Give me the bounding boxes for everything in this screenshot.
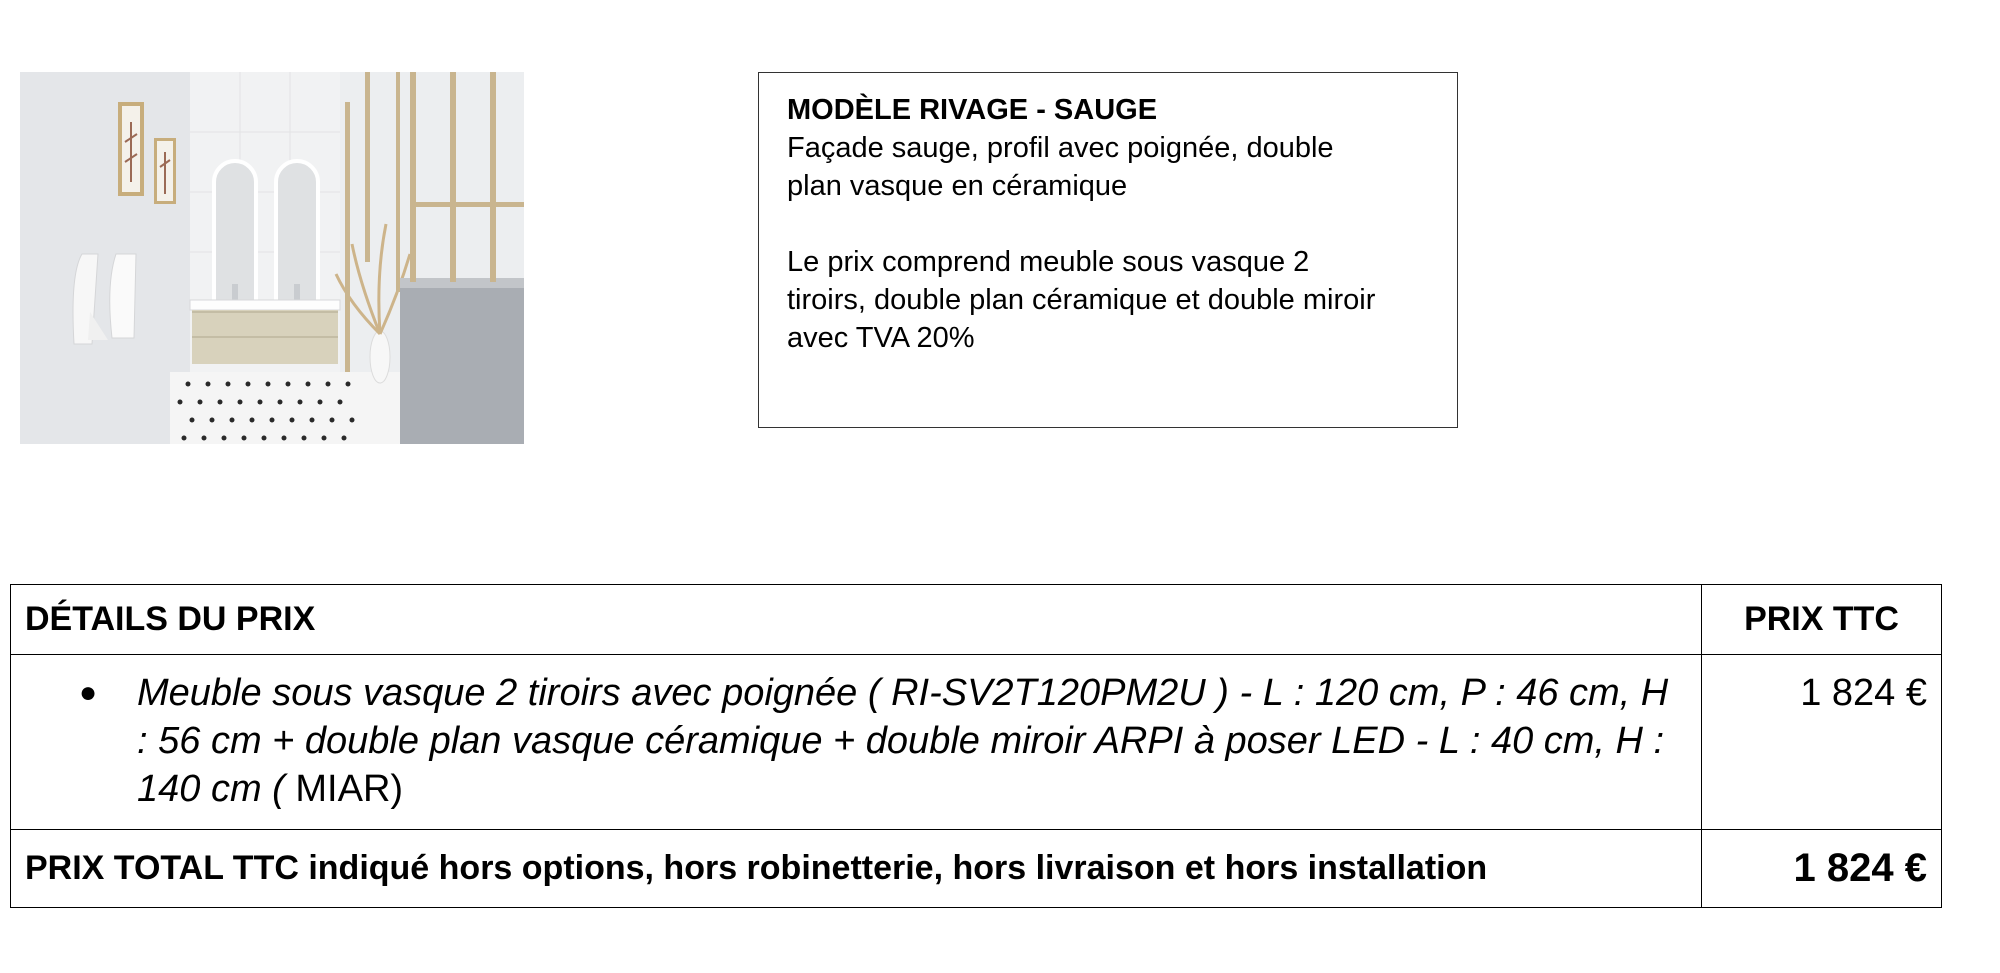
total-label: PRIX TOTAL TTC indiqué hors options, hors robinetterie, hors livraison et hors installation (11, 830, 1702, 908)
price-note-line: tiroirs, double plan céramique et double miroir (787, 284, 1376, 316)
price-note-line: avec TVA 20% (787, 322, 975, 354)
product-description-box (758, 72, 1458, 428)
product-photo (20, 72, 524, 444)
table-header-row (11, 585, 1942, 655)
item-text-italic: Meuble sous vasque 2 tiroirs avec poignée ( RI-SV2T120PM2U ) - L : 120 cm, P : 46 cm, H : 56 cm + double plan vasque céramique + double miroir ARPI à poser LED - L : 40 cm, H : 140 cm ( (137, 672, 1669, 810)
item-description-cell (11, 655, 1702, 830)
price-note-line: Le prix comprend meuble sous vasque 2 (787, 246, 1310, 278)
item-text-normal: MIAR) (284, 768, 404, 810)
header-details: DÉTAILS DU PRIX (11, 585, 1702, 655)
header-price: PRIX TTC (1702, 585, 1942, 655)
total-price: 1 824 € (1702, 830, 1942, 908)
total-row (11, 830, 1942, 908)
table-row (11, 655, 1942, 830)
item-price: 1 824 € (1702, 655, 1942, 830)
price-table (10, 584, 1942, 908)
description-line: Façade sauge, profil avec poignée, double (787, 132, 1334, 164)
product-title: MODÈLE RIVAGE - SAUGE (787, 94, 1158, 126)
item-description (137, 669, 1687, 813)
bathroom-illustration (20, 72, 524, 444)
bullet-icon: ● (79, 676, 98, 709)
description-line: plan vasque en céramique (787, 170, 1128, 202)
